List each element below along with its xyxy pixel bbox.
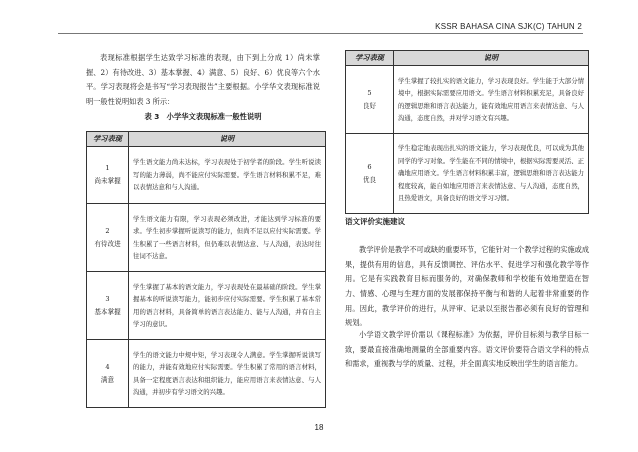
level-label: 满意 [100, 375, 115, 384]
page-number: 18 [314, 423, 324, 432]
section-paragraph: 教学评价是教学不可或缺的重要环节，它能针对一个教学过程的实施或成果，提供有用的信息，具有反馈调控、评估水平、促进学习和强化教学等作用。它是有实践教育目标而服务的，对确保教师和学校能有效地塑造在智力、情感、心理与生理方面的发展都保持平衡与和谐的人起着非常重要的作用。因此，教学评价的进行，从评审、记录以至报告都必须有良好的管理和规划。 [345, 245, 590, 328]
header-level: 学习表现 [346, 51, 394, 66]
performance-table-right [345, 50, 589, 214]
level-description: 学生语文能力尚未达标，学习表现处于初学者的阶段。学生听说读写的能力薄弱，尚不能应付实际需要。学生语言材料积累不足，难以表情达意和与人沟通。 [129, 147, 326, 204]
table-row [87, 340, 326, 408]
level-label: 基本掌握 [94, 307, 121, 316]
header-level: 学习表现 [87, 132, 129, 147]
level-cell [346, 66, 394, 134]
level-description: 学生的语文能力中规中矩，学习表现令人满意。学生掌握听说读写的能力，并能有效地应付实际需要。学生积累了常用的语言材料，具备一定程度语言表达和组织能力，能应用语言来表情达意、与人沟通，并初步有学习语文的兴趣。 [129, 340, 326, 408]
table-header-row [87, 132, 326, 147]
level-cell [87, 340, 129, 408]
table-header-row [346, 51, 589, 66]
level-number: 5 [367, 88, 372, 97]
level-label: 有待改进 [94, 239, 121, 248]
level-label: 尚未掌握 [94, 177, 121, 185]
section-title: 语文评价实施建议 [345, 217, 405, 226]
level-cell [87, 147, 129, 204]
level-number: 3 [105, 294, 110, 303]
level-label: 良好 [362, 101, 377, 110]
level-number: 6 [367, 162, 372, 171]
level-number: 4 [105, 362, 110, 371]
level-number: 2 [105, 226, 110, 235]
header-description: 说明 [394, 51, 589, 66]
header-divider [58, 33, 583, 34]
level-cell [346, 134, 394, 214]
level-description: 学生语文能力有限，学习表现必须改进，才能达到学习标准的要求。学生初步掌握听说读写的能力，但尚不足以应付实际需要。学生积累了一些语言材料，但仍难以表情达意、与人沟通，表达时往往词不达意。 [129, 204, 326, 272]
header-description: 说明 [129, 132, 326, 147]
table-row [87, 147, 326, 204]
level-cell [87, 204, 129, 272]
level-label: 优良 [362, 175, 377, 184]
level-description: 学生稳定地表现出扎实的语文能力，学习表现优良，可以成为其他同学的学习对象。学生能在不同的情境中，根据实际需要灵活、正确地应用语文。学生语言材料积累丰富，逻辑思维和语言表达能力程度较高，能自如地应用语言来表情达意、与人沟通，态度自然，且热爱语文，具备良好的语文学习习惯。 [394, 134, 589, 214]
table-row [346, 134, 589, 214]
table-caption: 表 3 小学华文表现标准一般性说明 [144, 112, 262, 121]
header-title: KSSR BAHASA CINA SJK(C) TAHUN 2 [435, 22, 582, 31]
table-row [87, 204, 326, 272]
intro-paragraph: 表现标准根据学生达致学习标准的表现，由下到上分成 1）尚未掌握、2）有待改进、3）基本掌握、4）满意、5）良好、6）优良等六个水平。学习表现将会是书写“学习表现报告”主要根据。小学华文表现标准说明一般性说明如表 3 所示： [86, 53, 320, 106]
level-description: 学生掌握了基本的语文能力，学习表现处在最基础的阶段。学生掌握基本的听说读写能力，能初步应付实际需要。学生积累了基本常用的语言材料，具备简单的语言表达能力、能与人沟通，并有自主学习的意识。 [129, 272, 326, 340]
level-description: 学生掌握了较扎实的语文能力，学习表现良好。学生能于大部分情境中，根据实际需要应用语文。学生语言材料积累充足，具备良好的逻辑思维和语言表达能力，能有效地应用语言来表情达意、与人沟通，态度自然，并对学习语文有兴趣。 [394, 66, 589, 134]
table-row [346, 66, 589, 134]
table-row [87, 272, 326, 340]
level-number: 1 [105, 164, 110, 172]
level-cell [87, 272, 129, 340]
section-paragraph: 小学语文教学评价需以《课程标准》为依据，评价目标须与教学目标一致，要最直接准确地测量的全部重要内容。语文评价要符合语文学科的特点和需求，重视教与学的质量、过程，并全面真实地反映出学生的语言能力。 [345, 330, 589, 369]
performance-table-left [86, 131, 326, 408]
